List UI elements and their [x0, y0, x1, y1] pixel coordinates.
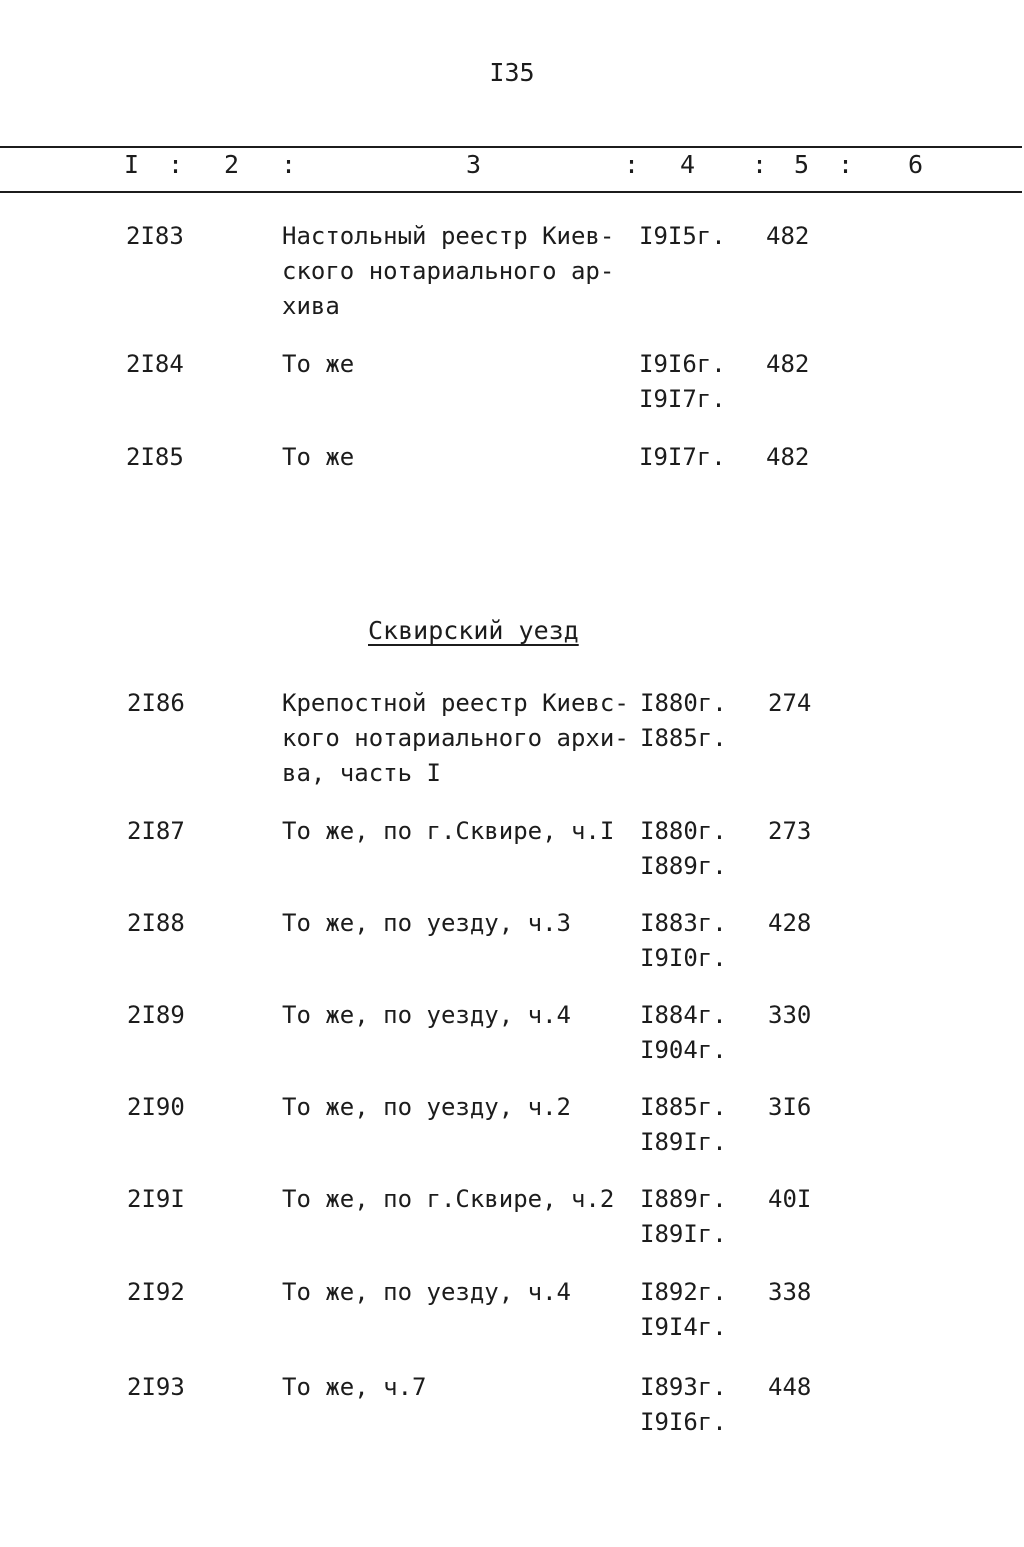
row-number: 2I9I	[127, 1185, 185, 1213]
column-separator: :	[838, 150, 854, 179]
row-description: То же, по уезду, ч.4	[282, 1001, 571, 1029]
header-rule-bottom	[0, 191, 1022, 193]
row-number: 2I86	[127, 689, 185, 717]
row-count: 448	[768, 1373, 812, 1401]
row-count: 428	[768, 909, 812, 937]
row-count: 273	[768, 817, 812, 845]
row-description: То же, по уезду, ч.3	[282, 909, 571, 937]
column-header-1: I	[124, 150, 140, 179]
row-number: 2I84	[126, 350, 184, 378]
row-years: I880г. I885г.	[640, 689, 727, 752]
row-years: I880г. I889г.	[640, 817, 727, 880]
row-number: 2I89	[127, 1001, 185, 1029]
row-number: 2I85	[126, 443, 184, 471]
row-description: То же, по уезду, ч.2	[282, 1093, 571, 1121]
row-count: 3I6	[768, 1093, 812, 1121]
row-number: 2I83	[126, 222, 184, 250]
column-separator: :	[281, 150, 297, 179]
row-description: Настольный реестр Киев- ского нотариального ар- хива	[282, 222, 615, 320]
column-header-2: 2	[224, 150, 240, 179]
row-description: Крепостной реестр Киевс- кого нотариального архи- ва, часть I	[282, 689, 629, 787]
row-count: 274	[768, 689, 812, 717]
row-count: 338	[768, 1278, 812, 1306]
column-separator: :	[752, 150, 768, 179]
page-number: I35	[489, 58, 535, 87]
row-years: I889г. I89Iг.	[640, 1185, 727, 1248]
row-count: 482	[766, 350, 810, 378]
row-description: То же, ч.7	[282, 1373, 427, 1401]
row-years: I9I6г. I9I7г.	[639, 350, 726, 413]
row-number: 2I93	[127, 1373, 185, 1401]
row-count: 482	[766, 443, 810, 471]
row-number: 2I88	[127, 909, 185, 937]
row-description: То же	[282, 443, 355, 471]
row-years: I885г. I89Iг.	[640, 1093, 727, 1156]
column-header-5: 5	[794, 150, 810, 179]
column-separator: :	[624, 150, 640, 179]
row-description: То же, по г.Сквире, ч.2	[282, 1185, 615, 1213]
row-count: 40I	[768, 1185, 812, 1213]
row-years: I9I7г.	[639, 443, 726, 471]
row-description: То же, по г.Сквире, ч.I	[282, 817, 615, 845]
row-years: I893г. I9I6г.	[640, 1373, 727, 1436]
row-number: 2I90	[127, 1093, 185, 1121]
row-years: I884г. I904г.	[640, 1001, 727, 1064]
column-separator: :	[168, 150, 184, 179]
row-number: 2I87	[127, 817, 185, 845]
column-header-3: 3	[466, 150, 482, 179]
row-description: То же	[282, 350, 355, 378]
column-header-4: 4	[680, 150, 696, 179]
row-description: То же, по уезду, ч.4	[282, 1278, 571, 1306]
row-count: 482	[766, 222, 810, 250]
column-header-6: 6	[908, 150, 924, 179]
row-years: I9I5г.	[639, 222, 726, 250]
row-count: 330	[768, 1001, 812, 1029]
section-title: Сквирский уезд	[368, 616, 579, 645]
row-number: 2I92	[127, 1278, 185, 1306]
row-years: I883г. I9I0г.	[640, 909, 727, 972]
row-years: I892г. I9I4г.	[640, 1278, 727, 1341]
header-rule-top	[0, 146, 1022, 148]
